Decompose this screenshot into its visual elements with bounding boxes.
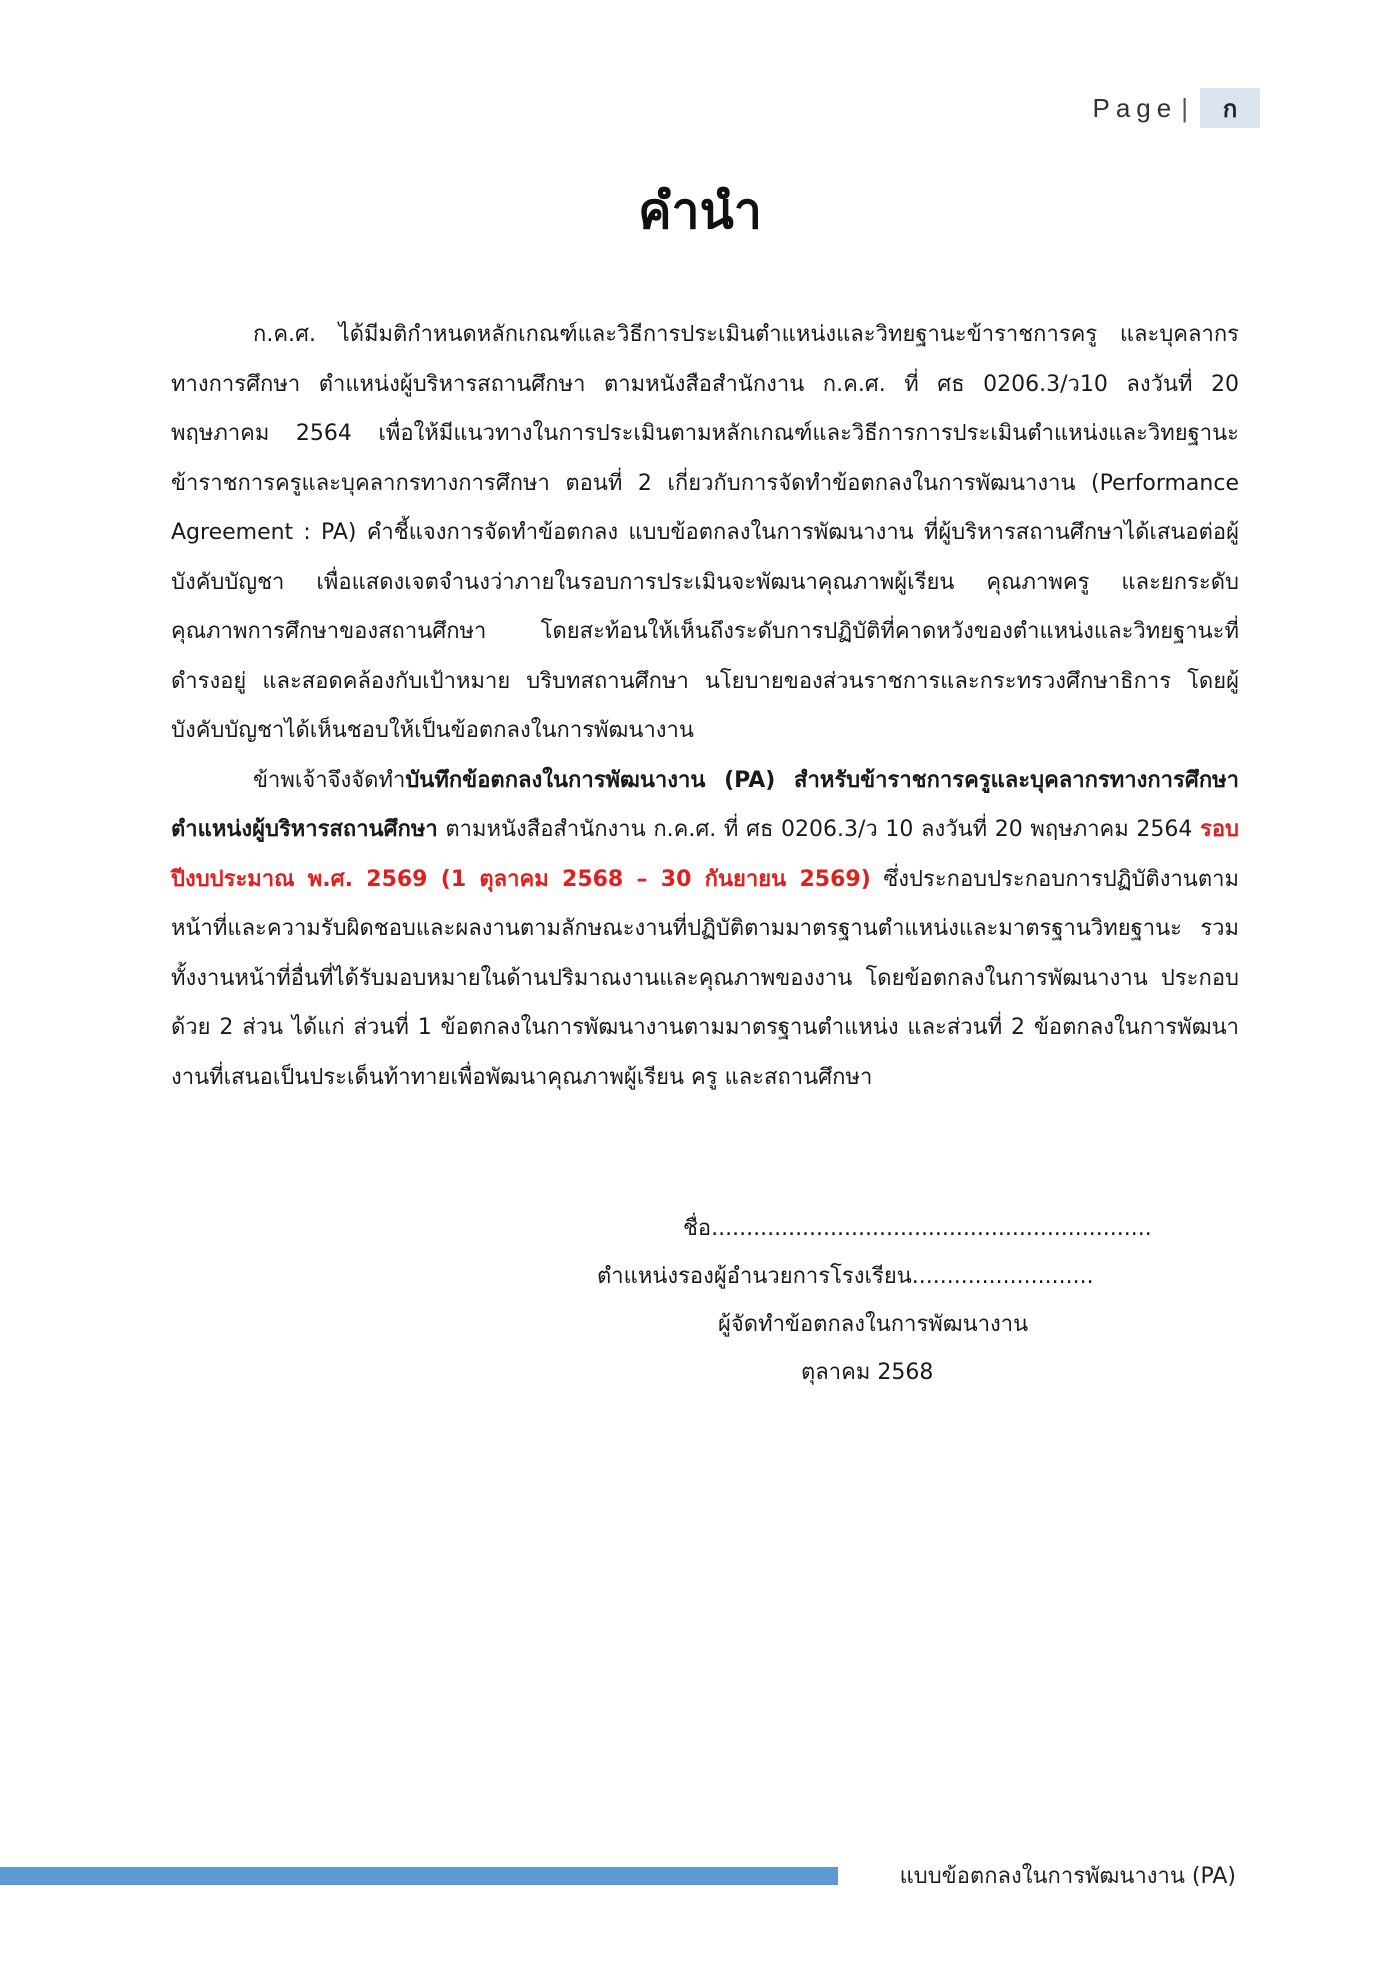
paragraph-intro: ก.ค.ศ. ได้มีมติกำหนดหลักเกณฑ์และวิธีการประเมินตำแหน่งและวิทยฐานะข้าราชการครู และบุคลากรทางการศึกษา ตำแหน่งผู้บริหารสถานศึกษา ตามหนังสือสำนักงาน ก.ค.ศ. ที่ ศธ 0206.3/ว10 ลงวันที่ 20 พฤษภาคม 2564 เพื่อให้มีแนวทางในการประเมินตามหลักเกณฑ์และวิธีการการประเมินตำแหน่งและวิทยฐานะข้าราชการครูและบุคลากรทางการศึกษา ตอนที่ 2 เกี่ยวกับการจัดทำข้อตกลงในการพัฒนางาน (Performance Agreement : PA) คำชี้แจงการจัดทำข้อตกลง แบบข้อตกลงในการพัฒนางาน ที่ผู้บริหารสถานศึกษาได้เสนอต่อผู้บังคับบัญชา เพื่อแสดงเจตจำนงว่าภายในรอบการประเมินจะพัฒนาคุณภาพผู้เรียน คุณภาพครู และยกระดับคุณภาพการศึกษาของสถานศึกษา โดยสะท้อนให้เห็นถึงระดับการปฏิบัติที่คาดหวังของตำแหน่งและวิทยฐานะที่ดำรงอยู่ และสอดคล้องกับเป้าหมาย บริบทสถานศึกษา นโยบายของส่วนราชการและกระทรวงศึกษาธิการ โดยผู้บังคับบัญชาได้เห็นชอบให้เป็นข้อตกลงในการพัฒนางาน	[171, 322, 1239, 743]
footer-text: แบบข้อตกลงในการพัฒนางาน (PA)	[899, 1864, 1236, 1889]
signature-position-line: ตำแหน่งรองผู้อำนวยการโรงเรียน..........................	[597, 1264, 1094, 1289]
agreement-intro-text: ข้าพเจ้าจึงจัดทำ	[253, 767, 406, 793]
page-separator: |	[1181, 92, 1188, 123]
footer-accent-bar	[0, 1867, 838, 1885]
agreement-rest-text: ซึ่งประกอบประกอบการปฏิบัติงานตามหน้าที่และความรับผิดชอบและผลงานตามลักษณะงานที่ปฏิบัติตามมาตรฐานตำแหน่งและมาตรฐานวิทยฐานะ รวมทั้งงานหน้าที่อื่นที่ได้รับมอบหมายในด้านปริมาณงานและคุณภาพของงาน โดยข้อตกลงในการพัฒนางาน ประกอบด้วย 2 ส่วน ได้แก่ ส่วนที่ 1 ข้อตกลงในการพัฒนางานตามมาตรฐานตำแหน่ง และส่วนที่ 2 ข้อตกลงในการพัฒนางานที่เสนอเป็นประเด็นท้าทายเพื่อพัฒนาคุณภาพผู้เรียน ครู และสถานศึกษา	[171, 866, 1239, 1090]
agreement-bold-title: บันทึกข้อตกลงในการพัฒนางาน (PA) สำหรับข้าราชการครูและบุคลากรทางการศึกษา ตำแหน่งผู้บริหารสถานศึกษา	[171, 767, 1239, 842]
page-number: ก	[1200, 88, 1260, 128]
agreement-reference-text: ตามหนังสือสำนักงาน ก.ค.ศ. ที่ ศธ 0206.3/ว 10 ลงวันที่ 20 พฤษภาคม 2564	[437, 817, 1200, 842]
paragraph-agreement	[171, 756, 1239, 1103]
signature-role-line: ผู้จัดทำข้อตกลงในการพัฒนางาน	[718, 1312, 1029, 1337]
page-label: Page	[1092, 92, 1178, 123]
document-title: คำนำ	[638, 182, 762, 240]
fiscal-year-highlight: รอบปีงบประมาณ พ.ศ. 2569 (1 ตุลาคม 2568 – 30 กันยายน 2569)	[171, 817, 1239, 892]
page-header	[1093, 88, 1261, 128]
document-body	[171, 310, 1239, 1102]
signature-name-line: ชื่อ...............................................................	[683, 1216, 1152, 1241]
signature-date-line: ตุลาคม 2568	[801, 1360, 934, 1385]
